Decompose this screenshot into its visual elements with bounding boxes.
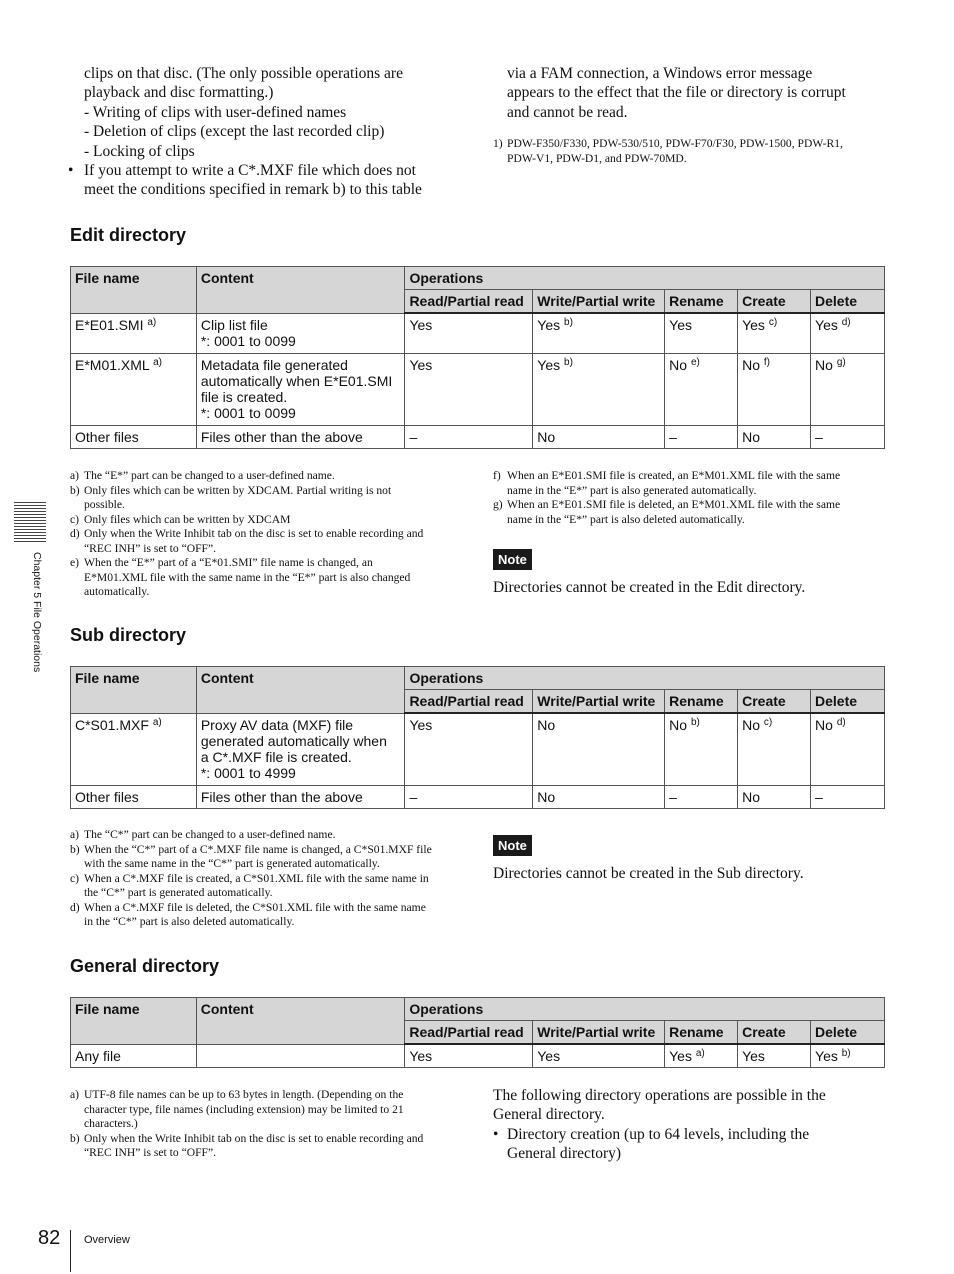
- footnote-mark: 1): [493, 137, 503, 150]
- footnote: d) When a C*.MXF file is deleted, the C*S01.XML file with the same name in the “C*” part is also deleted automatically.: [70, 900, 426, 928]
- create-cell: No $^{c)}$: [738, 713, 811, 785]
- create-cell: No $^{f)}$: [738, 353, 811, 425]
- chapter-tab-marker: [14, 502, 46, 544]
- intro-text-line: and cannot be read.: [507, 103, 628, 121]
- general-directory-heading: General directory: [70, 956, 220, 976]
- table-row: [71, 313, 885, 353]
- footnote: a) UTF-8 file names can be up to 63 bytes in length. (Depending on the character type, file names (including extension) may be limited to 21 characters.): [70, 1088, 404, 1130]
- table-row: [71, 425, 885, 448]
- table-row: [71, 785, 885, 808]
- intro-text-line: appears to the effect that the file or directory is corrupt: [507, 84, 846, 102]
- footnote-line: PDW-F350/F330, PDW-530/510, PDW-F70/F30, PDW-1500, PDW-R1,: [507, 137, 843, 150]
- intro-left-column: [84, 64, 474, 161]
- delete-cell: –: [811, 425, 885, 448]
- footnote-line: PDW-V1, PDW-D1, and PDW-70MD.: [507, 151, 687, 165]
- read-header: Read/Partial read: [405, 690, 533, 714]
- bullet-icon: •: [68, 162, 74, 179]
- read-cell: –: [405, 785, 533, 808]
- file-cell: Other files: [71, 785, 197, 808]
- file-cell: Other files: [71, 425, 197, 448]
- write-cell: No: [533, 713, 665, 785]
- create-cell: Yes $^{c)}$: [738, 313, 811, 353]
- footnote: b) Only when the Write Inhibit tab on the disc is set to enable recording and “REC INH” is set to “OFF”.: [70, 1131, 424, 1159]
- create-cell: No: [738, 785, 811, 808]
- rename-header: Rename: [665, 290, 738, 314]
- read-cell: Yes: [405, 313, 533, 353]
- table-row: [71, 713, 885, 785]
- file-cell: E*E01.SMI $^{a)}$: [71, 313, 197, 353]
- delete-cell: No $^{g)}$: [811, 353, 885, 425]
- bullet-text-line: Directory creation (up to 64 levels, including the: [507, 1125, 810, 1143]
- write-cell: Yes $^{b)}$: [533, 313, 665, 353]
- read-cell: Yes: [405, 713, 533, 785]
- delete-cell: Yes $^{b)}$: [811, 1044, 885, 1068]
- bullet-icon: •: [493, 1125, 499, 1143]
- content-header: Content: [196, 267, 405, 314]
- create-header: Create: [738, 1021, 811, 1045]
- rename-cell: –: [665, 785, 738, 808]
- file-name-header: File name: [71, 667, 197, 714]
- intro-text-line: via a FAM connection, a Windows error message: [507, 65, 813, 82]
- edit-footnotes-left: [70, 469, 470, 600]
- footnote: a) The “E*” part can be changed to a user-defined name.: [70, 469, 335, 482]
- read-cell: –: [405, 425, 533, 448]
- bullet-text-line: meet the conditions specified in remark b) to this table: [84, 181, 422, 199]
- footer-section: Overview: [84, 1234, 130, 1246]
- content-cell: Metadata file generated automatically when E*E01.SMI file is created. *: 0001 to 0099: [196, 353, 405, 425]
- edit-footnotes-right: [493, 469, 893, 527]
- rename-cell: No $^{e)}$: [665, 353, 738, 425]
- dash-item: - Deletion of clips (except the last recorded clip): [84, 123, 385, 141]
- edit-directory-table: [70, 266, 885, 449]
- write-cell: Yes: [533, 1044, 665, 1068]
- file-cell: E*M01.XML $^{a)}$: [71, 353, 197, 425]
- sub-directory-table: [70, 666, 885, 809]
- create-header: Create: [738, 690, 811, 714]
- intro-text-line: playback and disc formatting.): [84, 84, 274, 102]
- edit-directory-heading: Edit directory: [70, 225, 187, 245]
- rename-cell: Yes: [665, 313, 738, 353]
- operations-header: Operations: [405, 267, 885, 290]
- create-header: Create: [738, 290, 811, 314]
- general-footnotes: [70, 1088, 470, 1161]
- delete-cell: Yes $^{d)}$: [811, 313, 885, 353]
- footnote: e) When the “E*” part of a “E*01.SMI” file name is changed, an E*M01.XML file with the same name in the “E*” part is also changed automatically.: [70, 556, 411, 598]
- sub-directory-heading: Sub directory: [70, 625, 187, 645]
- delete-header: Delete: [811, 690, 885, 714]
- dash-item: - Locking of clips: [84, 142, 195, 160]
- footer-divider: [70, 1230, 71, 1272]
- footnote: b) When the “C*” part of a C*.MXF file name is changed, a C*S01.MXF file with the same name in the “C*” part is generated automatically.: [70, 842, 432, 870]
- content-cell: Files other than the above: [196, 785, 405, 808]
- write-header: Write/Partial write: [533, 1021, 665, 1045]
- delete-header: Delete: [811, 290, 885, 314]
- delete-cell: No $^{d)}$: [811, 713, 885, 785]
- footnote: b) Only files which can be written by XDCAM. Partial writing is not possible.: [70, 483, 392, 511]
- content-header: Content: [196, 667, 405, 714]
- chapter-label: Chapter 5 File Operations: [31, 552, 43, 673]
- file-name-header: File name: [71, 998, 197, 1045]
- rename-cell: Yes $^{a)}$: [665, 1044, 738, 1068]
- general-description: [493, 1086, 893, 1164]
- content-cell: Proxy AV data (MXF) file generated automatically when a C*.MXF file is created. *: 0001 to 4999: [196, 713, 405, 785]
- footnote: a) The “C*” part can be changed to a user-defined name.: [70, 828, 336, 841]
- footnote: c) When a C*.MXF file is created, a C*S01.XML file with the same name in the “C*” part is generated automatically.: [70, 871, 429, 899]
- page-number: 82: [38, 1227, 61, 1249]
- write-cell: Yes $^{b)}$: [533, 353, 665, 425]
- operations-header: Operations: [405, 667, 885, 690]
- note-badge: Note: [493, 549, 532, 570]
- content-header: Content: [196, 998, 405, 1045]
- footnote: f) When an E*E01.SMI file is created, an E*M01.XML file with the same name in the “E*” part is also generated automatically.: [493, 469, 841, 497]
- intro-bullet: [68, 161, 468, 200]
- content-cell: Files other than the above: [196, 425, 405, 448]
- table-row: [71, 1044, 885, 1068]
- read-header: Read/Partial read: [405, 1021, 533, 1045]
- read-cell: Yes: [405, 1044, 533, 1068]
- write-header: Write/Partial write: [533, 690, 665, 714]
- intro-text-line: clips on that disc. (The only possible operations are: [84, 65, 403, 82]
- general-directory-table: [70, 997, 885, 1068]
- write-cell: No: [533, 425, 665, 448]
- delete-cell: –: [811, 785, 885, 808]
- sub-footnotes: [70, 828, 470, 930]
- file-cell: Any file: [71, 1044, 197, 1068]
- rename-header: Rename: [665, 1021, 738, 1045]
- bullet-text-line: General directory): [507, 1145, 622, 1163]
- intro-right-column: [507, 64, 897, 122]
- rename-cell: No $^{b)}$: [665, 713, 738, 785]
- model-footnote: [493, 137, 893, 166]
- note-badge: Note: [493, 835, 532, 856]
- footnote: c) Only files which can be written by XDCAM: [70, 512, 291, 526]
- bullet-text-line: If you attempt to write a C*.MXF file which does not: [84, 162, 416, 179]
- footnote: d) Only when the Write Inhibit tab on the disc is set to enable recording and “REC INH” is set to “OFF”.: [70, 527, 424, 555]
- description-line: General directory.: [493, 1106, 605, 1124]
- create-cell: Yes: [738, 1044, 811, 1068]
- rename-cell: –: [665, 425, 738, 448]
- create-cell: No: [738, 425, 811, 448]
- write-header: Write/Partial write: [533, 290, 665, 314]
- file-name-header: File name: [71, 267, 197, 314]
- read-header: Read/Partial read: [405, 290, 533, 314]
- read-cell: Yes: [405, 353, 533, 425]
- table-row: [71, 353, 885, 425]
- note-text: Directories cannot be created in the Edit directory.: [493, 579, 806, 596]
- description-line: The following directory operations are possible in the: [493, 1087, 826, 1104]
- content-cell: Clip list file *: 0001 to 0099: [196, 313, 405, 353]
- dash-item: - Writing of clips with user-defined names: [84, 103, 347, 121]
- rename-header: Rename: [665, 690, 738, 714]
- footnote: g) When an E*E01.SMI file is deleted, an E*M01.XML file with the same name in the “E*” part is also deleted automatically.: [493, 498, 841, 526]
- content-cell: [196, 1044, 405, 1068]
- note-text: Directories cannot be created in the Sub directory.: [493, 865, 804, 882]
- delete-header: Delete: [811, 1021, 885, 1045]
- file-cell: C*S01.MXF $^{a)}$: [71, 713, 197, 785]
- write-cell: No: [533, 785, 665, 808]
- operations-header: Operations: [405, 998, 885, 1021]
